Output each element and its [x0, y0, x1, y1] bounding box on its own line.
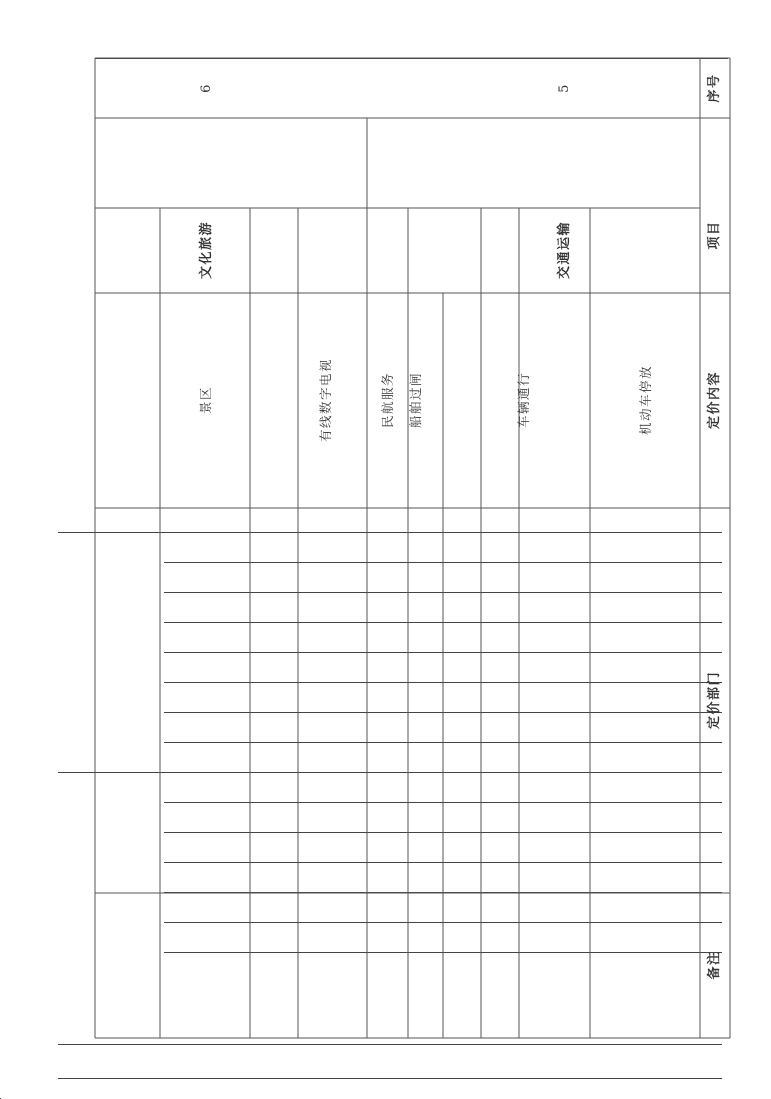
- subitem-cable-tv: 有线数字电视: [318, 357, 333, 443]
- header-content: 定价内容: [707, 370, 722, 430]
- header-dept: 定价部门: [707, 670, 722, 730]
- group-seq-5: 5: [557, 83, 572, 93]
- subitem-scenic: 景区: [198, 385, 213, 415]
- group-item-transport: 交通运输: [557, 220, 572, 280]
- group-seq-6: 6: [199, 83, 214, 93]
- subitem-vehicle-toll: 车辆通行: [516, 371, 531, 429]
- subitem-civil-aviation: 民航服务: [380, 371, 395, 429]
- header-seq: 序号: [707, 73, 722, 103]
- header-item: 项目: [707, 220, 722, 250]
- subitem-parking: 机动车停放: [638, 364, 653, 436]
- group-item-tourism: 文化旅游: [199, 220, 214, 280]
- subitem-ship-lock: 船舶过闸: [408, 371, 423, 429]
- header-note: 备注: [707, 950, 722, 980]
